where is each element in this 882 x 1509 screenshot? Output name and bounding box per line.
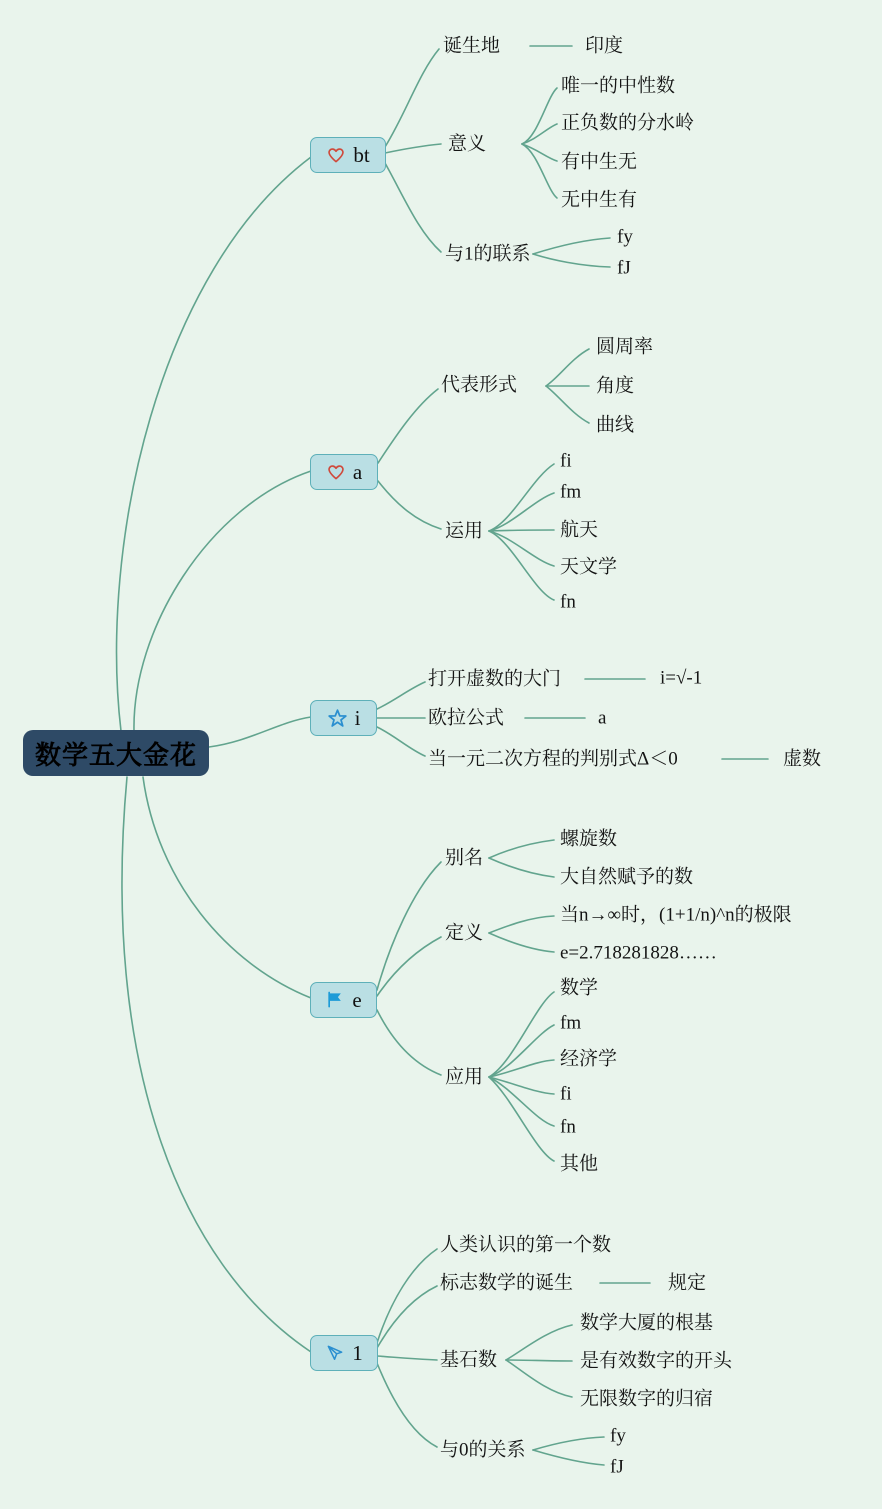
topic-b0-c1-g1[interactable]: 正负数的分水岭 xyxy=(561,112,695,134)
branch-topic-1[interactable] xyxy=(310,1335,378,1371)
topic-b0-c0-g0[interactable]: 印度 xyxy=(585,35,624,57)
topic-b2-c2-g0[interactable]: 虚数 xyxy=(783,748,822,770)
topic-b2-c1-g0[interactable]: a xyxy=(598,707,607,729)
topic-b3-c2-g2[interactable]: 经济学 xyxy=(560,1048,618,1070)
topic-b4-c2-g0[interactable]: 数学大厦的根基 xyxy=(580,1312,714,1334)
topic-b4-c3-g0[interactable]: fy xyxy=(610,1425,626,1447)
heart-icon xyxy=(326,462,346,482)
branch-topic-label: 1 xyxy=(352,1340,363,1365)
branch-topic-bt[interactable] xyxy=(310,137,386,173)
root-topic-label: 数学五大金花 xyxy=(34,740,197,770)
topic-b0-c1[interactable]: 意义 xyxy=(448,133,487,155)
topic-b3-c2-g1[interactable]: fm xyxy=(560,1012,582,1034)
topic-b0-c2[interactable]: 与1的联系 xyxy=(445,243,531,265)
topic-b1-c1-g2[interactable]: 航天 xyxy=(560,519,599,541)
branch-topic-label: a xyxy=(352,459,363,484)
topic-b2-c0[interactable]: 打开虚数的大门 xyxy=(428,668,562,690)
branch-topic-a[interactable] xyxy=(310,454,378,490)
topic-b0-c1-g0[interactable]: 唯一的中性数 xyxy=(561,75,676,97)
topic-b1-c0-g1[interactable]: 角度 xyxy=(596,375,635,397)
paper-plane-icon xyxy=(325,1343,345,1363)
topic-b3-c2-g4[interactable]: fn xyxy=(560,1116,576,1138)
topic-b3-c2-g5[interactable]: 其他 xyxy=(560,1153,599,1175)
topic-b3-c1-g1[interactable]: e=2.718281828…… xyxy=(560,942,717,964)
flag-icon xyxy=(325,990,345,1010)
topic-b2-c1[interactable]: 欧拉公式 xyxy=(428,707,505,729)
topic-b1-c1-g4[interactable]: fn xyxy=(560,591,576,613)
topic-b4-c3[interactable]: 与0的关系 xyxy=(440,1439,526,1461)
branch-topic-label: e xyxy=(352,987,362,1012)
topic-b1-c0-g2[interactable]: 曲线 xyxy=(596,414,635,436)
topic-b2-c0-g0[interactable]: i=√-1 xyxy=(660,667,703,689)
topic-b4-c0[interactable]: 人类认识的第一个数 xyxy=(440,1234,612,1256)
topic-b4-c2[interactable]: 基石数 xyxy=(440,1349,498,1371)
topic-b0-c1-g3[interactable]: 无中生有 xyxy=(561,189,638,211)
topic-b0-c1-g2[interactable]: 有中生无 xyxy=(561,151,638,173)
topic-b1-c1-g3[interactable]: 天文学 xyxy=(560,556,618,578)
topic-b3-c2-g3[interactable]: fi xyxy=(560,1083,572,1105)
topic-b3-c0[interactable]: 别名 xyxy=(445,847,484,869)
topic-b1-c1-g0[interactable]: fi xyxy=(560,450,572,472)
topic-b3-c1[interactable]: 定义 xyxy=(445,922,484,944)
branch-topic-e[interactable] xyxy=(310,982,377,1018)
topic-b4-c1-g0[interactable]: 规定 xyxy=(668,1272,707,1294)
topic-b4-c3-g1[interactable]: fJ xyxy=(610,1456,624,1478)
heart-icon xyxy=(326,145,346,165)
topic-b1-c0-g0[interactable]: 圆周率 xyxy=(596,336,654,358)
topic-b3-c1-g0[interactable]: 当n→∞时，(1+1/n)^n的极限 xyxy=(560,904,792,926)
branch-topic-i[interactable] xyxy=(310,700,377,736)
topic-b0-c2-g1[interactable]: fJ xyxy=(617,257,631,279)
branch-topic-label: i xyxy=(354,705,361,730)
topic-b3-c0-g1[interactable]: 大自然赋予的数 xyxy=(560,866,694,888)
topic-b3-c0-g0[interactable]: 螺旋数 xyxy=(560,828,618,850)
root-topic[interactable] xyxy=(23,730,209,776)
topic-b1-c1-g1[interactable]: fm xyxy=(560,481,582,503)
topic-b0-c2-g0[interactable]: fy xyxy=(617,226,633,248)
topic-b3-c2[interactable]: 应用 xyxy=(445,1066,484,1088)
branch-topic-label: bt xyxy=(353,142,370,167)
topic-b4-c2-g2[interactable]: 无限数字的归宿 xyxy=(580,1388,714,1410)
star-icon xyxy=(327,708,348,729)
topic-b4-c2-g1[interactable]: 是有效数字的开头 xyxy=(580,1350,733,1372)
topic-b4-c1[interactable]: 标志数学的诞生 xyxy=(440,1272,574,1294)
topic-b0-c0[interactable]: 诞生地 xyxy=(443,35,501,57)
topic-b1-c1[interactable]: 运用 xyxy=(445,520,484,542)
topic-b2-c2[interactable]: 当一元二次方程的判别式Δ＜0 xyxy=(428,748,678,770)
topic-b1-c0[interactable]: 代表形式 xyxy=(441,374,518,396)
topic-b3-c2-g0[interactable]: 数学 xyxy=(560,977,599,999)
